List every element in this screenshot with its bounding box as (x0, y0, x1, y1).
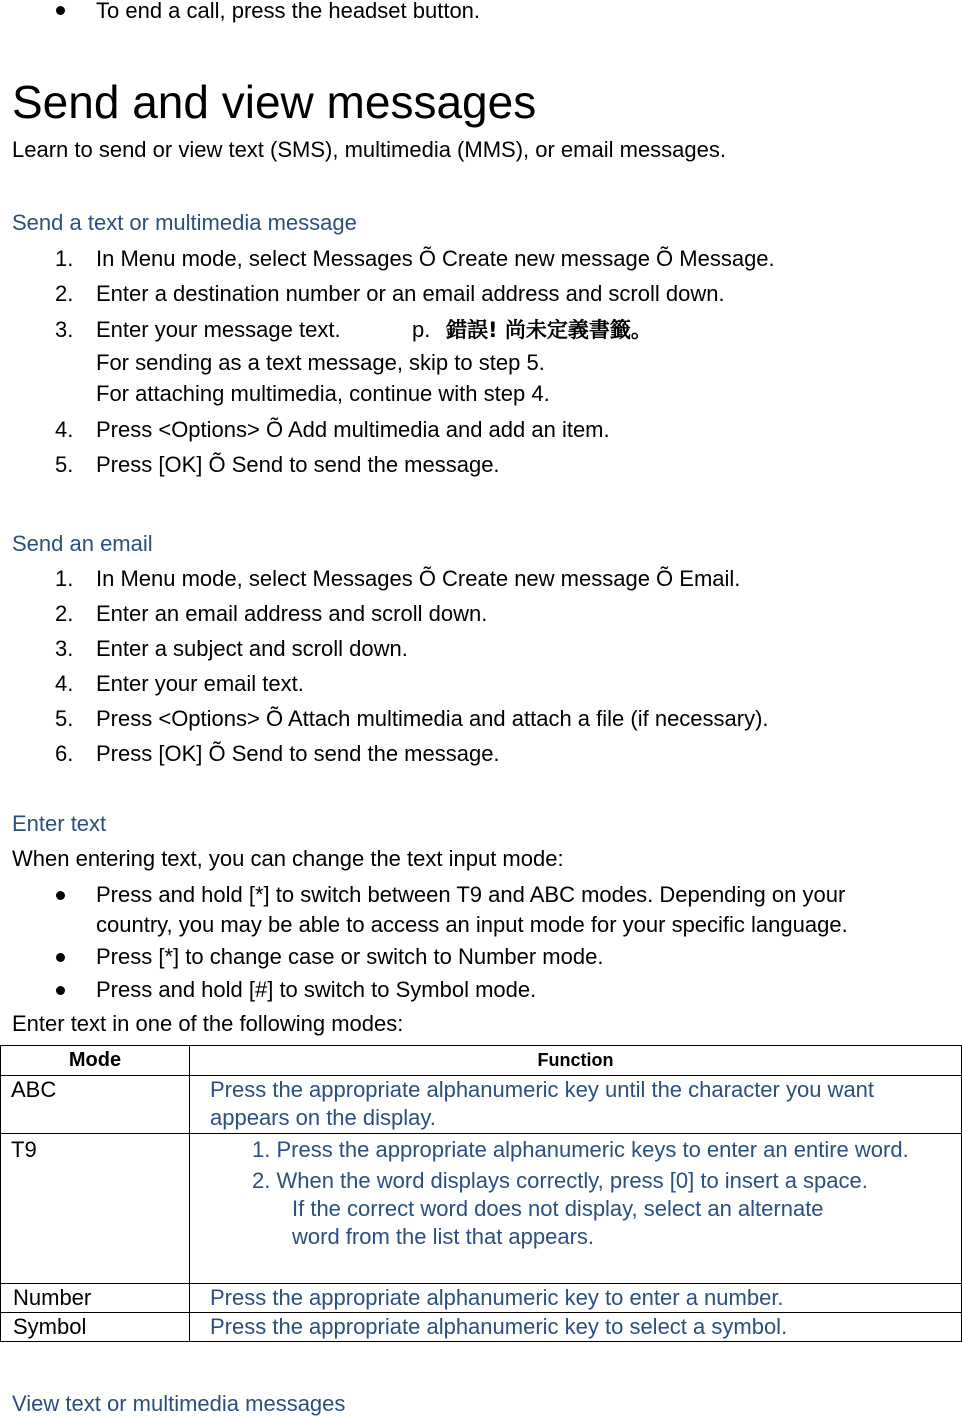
step-number: 2. (55, 281, 74, 306)
step-number: 5. (55, 706, 74, 731)
function-cell (190, 1134, 962, 1284)
step-text: Press [OK] Õ Send to send the message. (96, 452, 500, 477)
t9-step: 2. When the word displays correctly, press [0] to insert a space. If the correct word does not display, select an alternate word from the list that appears. (252, 1168, 868, 1249)
section-heading-view-messages: View text or multimedia messages (12, 1391, 346, 1416)
step-text: In Menu mode, select Messages Õ Create new message Õ Email. (96, 566, 741, 591)
step-number: 5. (55, 452, 74, 477)
bullet-text: Press and hold [*] to switch between T9 and ABC modes. Depending on your (96, 882, 846, 907)
step-number: 4. (55, 417, 74, 442)
table-row (1, 1313, 962, 1342)
function-cell: Press the appropriate alphanumeric key to select a symbol. (190, 1313, 962, 1342)
column-header-function: Function (190, 1046, 962, 1076)
step-text: Enter an email address and scroll down. (96, 601, 488, 626)
function-cell: Press the appropriate alphanumeric key to enter a number. (190, 1284, 962, 1313)
bookmark-error: 錯誤! 尚未定義書籤。 (446, 318, 652, 342)
step-number: 1. (55, 566, 74, 591)
step-note: For sending as a text message, skip to step 5. (96, 350, 545, 375)
section-heading-text-message: Send a text or multimedia message (12, 210, 357, 235)
step-text: Enter a subject and scroll down. (96, 636, 408, 661)
page-ref: p. (412, 317, 431, 342)
section-heading-enter-text: Enter text (12, 811, 107, 836)
mode-cell: Number (1, 1284, 190, 1313)
step-text: Enter your email text. (96, 671, 304, 696)
step-number: 1. (55, 246, 74, 271)
step-number: 6. (55, 741, 74, 766)
bullet-text: country, you may be able to access an input mode for your specific language. (96, 912, 848, 937)
bullet-icon (56, 6, 65, 15)
input-modes-table (0, 1045, 962, 1342)
enter-text-intro: When entering text, you can change the text input mode: (12, 846, 564, 871)
table-row (1, 1134, 962, 1284)
step-text: Enter your message text. (96, 317, 341, 342)
enter-text-outro: Enter text in one of the following modes: (12, 1011, 404, 1036)
step-text: Press <Options> Õ Add multimedia and add an item. (96, 417, 610, 442)
section-heading-email: Send an email (12, 531, 153, 556)
table-header-row (1, 1046, 962, 1076)
mode-cell: ABC (1, 1076, 190, 1134)
step-number: 3. (55, 636, 74, 661)
mode-cell: T9 (1, 1134, 190, 1284)
table-row (1, 1284, 962, 1313)
step-number: 2. (55, 601, 74, 626)
step-number: 4. (55, 671, 74, 696)
mode-cell: Symbol (1, 1313, 190, 1342)
bullet-text: Press and hold [#] to switch to Symbol mode. (96, 977, 537, 1002)
bullet-icon (56, 891, 65, 900)
bullet-icon (56, 953, 65, 962)
step-text: Enter a destination number or an email address and scroll down. (96, 281, 725, 306)
t9-step: 1. Press the appropriate alphanumeric keys to enter an entire word. (252, 1137, 909, 1162)
step-number: 3. (55, 317, 74, 342)
table-row (1, 1076, 962, 1134)
step-text: In Menu mode, select Messages Õ Create new message Õ Message. (96, 246, 775, 271)
step-text: Press <Options> Õ Attach multimedia and attach a file (if necessary). (96, 706, 769, 731)
step-note: For attaching multimedia, continue with step 4. (96, 381, 550, 406)
bullet-text: Press [*] to change case or switch to Number mode. (96, 944, 604, 969)
top-bullet-text: To end a call, press the headset button. (96, 0, 481, 23)
function-cell: Press the appropriate alphanumeric key until the character you want appears on the display. (190, 1076, 962, 1134)
intro-text: Learn to send or view text (SMS), multimedia (MMS), or email messages. (12, 137, 727, 162)
bullet-icon (56, 986, 65, 995)
step-text: Press [OK] Õ Send to send the message. (96, 741, 500, 766)
page-title: Send and view messages (12, 76, 537, 128)
column-header-mode: Mode (1, 1046, 190, 1076)
